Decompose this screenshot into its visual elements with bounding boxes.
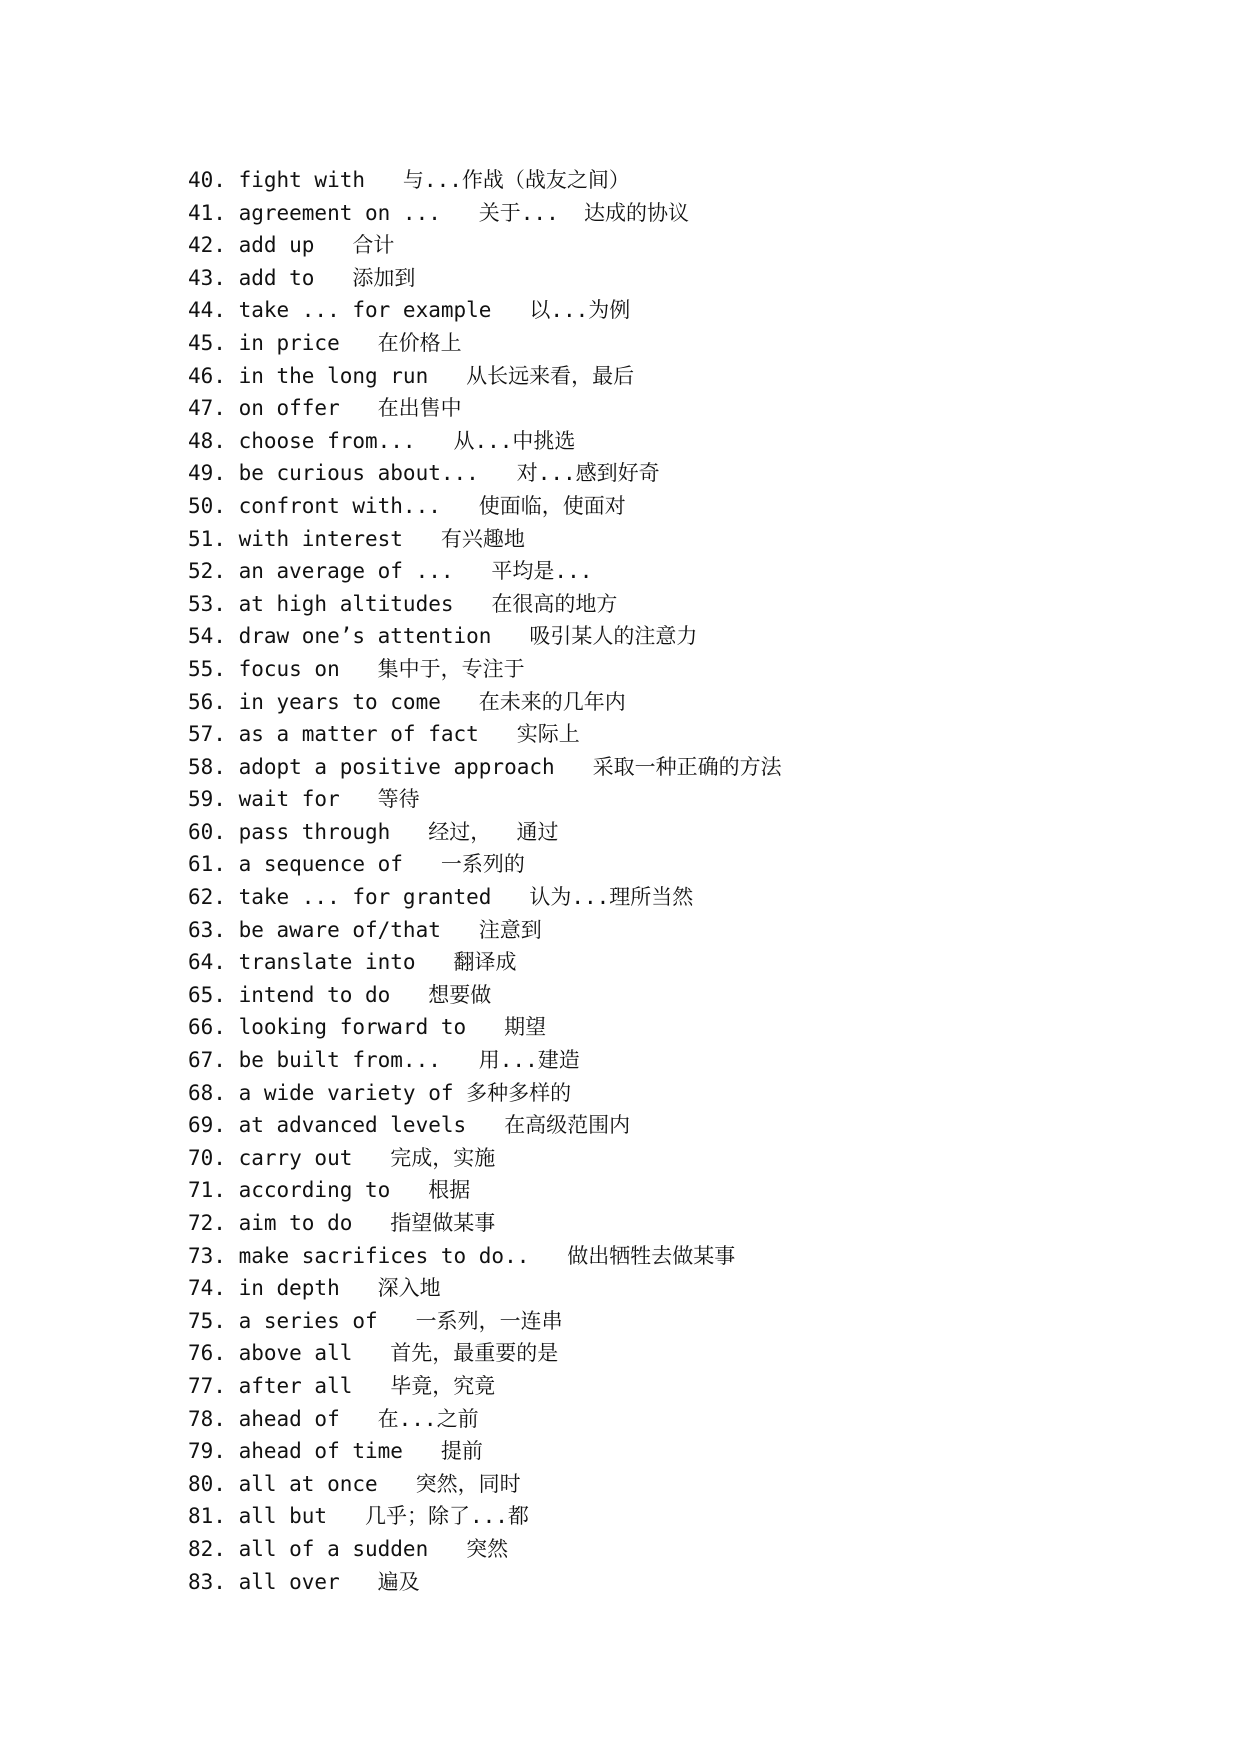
phrase-entry: 54. draw one’s attention 吸引某人的注意力: [188, 624, 698, 649]
phrase-entry: 60. pass through 经过， 通过: [188, 819, 559, 844]
phrase-entry: 71. according to 根据: [188, 1178, 471, 1203]
phrase-entry: 70. carry out 完成，实施: [188, 1145, 496, 1170]
phrase-entry: 78. ahead of 在...之前: [188, 1406, 479, 1431]
phrase-entry: 76. above all 首先，最重要的是: [188, 1341, 559, 1366]
phrase-entry: 57. as a matter of fact 实际上: [188, 722, 580, 747]
phrase-entry: 73. make sacrifices to do.. 做出牺牲去做某事: [188, 1243, 736, 1268]
phrase-list: [188, 164, 782, 1598]
phrase-entry: 50. confront with... 使面临，使面对: [188, 493, 626, 518]
phrase-entry: 58. adopt a positive approach 采取一种正确的方法: [188, 754, 782, 779]
phrase-entry: 67. be built from... 用...建造: [188, 1048, 580, 1073]
phrase-entry: 55. focus on 集中于，专注于: [188, 656, 525, 681]
phrase-entry: 65. intend to do 想要做: [188, 982, 492, 1007]
phrase-entry: 80. all at once 突然，同时: [188, 1471, 521, 1496]
phrase-entry: 74. in depth 深入地: [188, 1276, 441, 1301]
phrase-entry: 82. all of a sudden 突然: [188, 1536, 509, 1561]
phrase-entry: 83. all over 遍及: [188, 1569, 420, 1594]
phrase-entry: 77. after all 毕竟，究竟: [188, 1373, 496, 1398]
phrase-entry: 64. translate into 翻译成: [188, 950, 517, 975]
phrase-entry: 75. a series of 一系列，一连串: [188, 1308, 563, 1333]
phrase-entry: 63. be aware of/that 注意到: [188, 917, 542, 942]
phrase-entry: 46. in the long run 从长远来看，最后: [188, 363, 635, 388]
phrase-entry: 79. ahead of time 提前: [188, 1439, 483, 1464]
phrase-entry: 41. agreement on ... 关于... 达成的协议: [188, 200, 690, 225]
phrase-entry: 81. all but 几乎；除了...都: [188, 1504, 529, 1529]
phrase-entry: 69. at advanced levels 在高级范围内: [188, 1113, 631, 1138]
phrase-entry: 68. a wide variety of 多种多样的: [188, 1080, 572, 1105]
phrase-entry: 66. looking forward to 期望: [188, 1015, 547, 1040]
phrase-entry: 62. take ... for granted 认为...理所当然: [188, 885, 694, 910]
phrase-entry: 47. on offer 在出售中: [188, 396, 462, 421]
phrase-entry: 49. be curious about... 对...感到好奇: [188, 461, 660, 486]
phrase-entry: 61. a sequence of 一系列的: [188, 852, 525, 877]
phrase-entry: 44. take ... for example 以...为例: [188, 298, 631, 323]
phrase-entry: 43. add to 添加到: [188, 265, 416, 290]
phrase-entry: 56. in years to come 在未来的几年内: [188, 689, 626, 714]
phrase-entry: 59. wait for 等待: [188, 787, 420, 812]
phrase-entry: 52. an average of ... 平均是...: [188, 559, 593, 584]
phrase-entry: 48. choose from... 从...中挑选: [188, 428, 576, 453]
phrase-entry: 40. fight with 与...作战（战友之间）: [188, 168, 630, 192]
phrase-entry: 53. at high altitudes 在很高的地方: [188, 591, 618, 616]
phrase-entry: 45. in price 在价格上: [188, 330, 462, 355]
phrase-entry: 72. aim to do 指望做某事: [188, 1211, 496, 1235]
phrase-entry: 51. with interest 有兴趣地: [188, 526, 525, 551]
phrase-entry: 42. add up 合计: [188, 233, 395, 258]
